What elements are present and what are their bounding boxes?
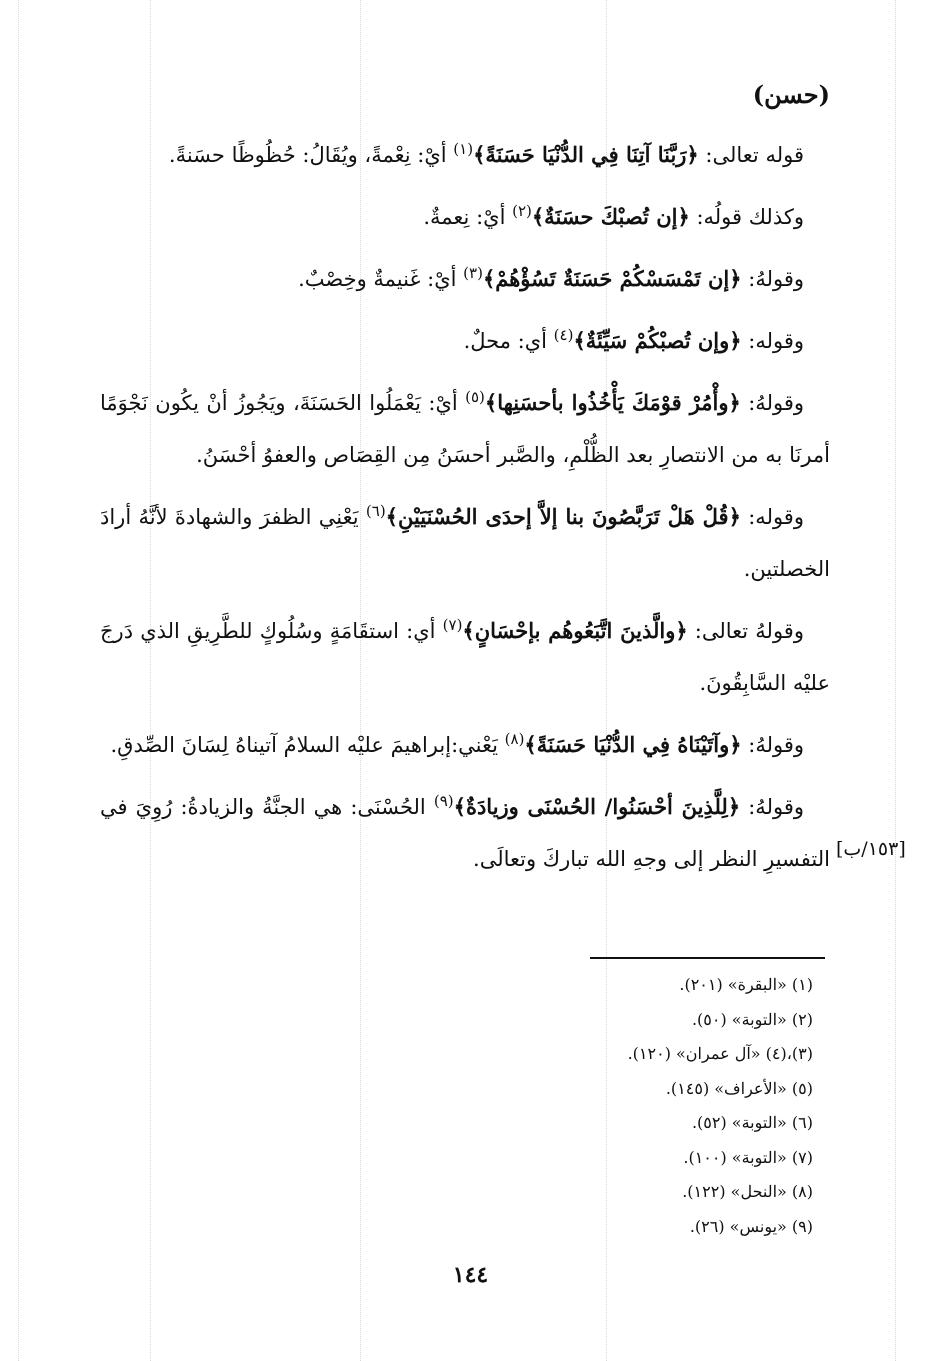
- footnote-mark[interactable]: (٣): [463, 264, 483, 282]
- footnote-mark[interactable]: (١): [453, 140, 474, 158]
- quran-verse: ﴿وآتَيْنَاهُ فِي الدُّنْيَا حَسَنَةً﴾: [524, 732, 742, 757]
- section-heading: (حسن): [752, 80, 830, 109]
- footnotes-list: [628, 968, 813, 1244]
- footnote-mark[interactable]: (٧): [442, 616, 463, 634]
- paragraph: وقولهُ: ﴿إن تَمْسَسْكُمْ حَسَنَةٌ تَسُؤْهُمْ﴾$^{(٣)}$ أيْ: غَنيمةٌ وخِصْبٌ.: [298, 264, 804, 291]
- paragraph: وكذلك قولُه: ﴿إن تُصبْكَ حسَنَةٌ﴾$^{(٢)}$ أيْ: نِعمةٌ.: [423, 202, 804, 229]
- footnote-mark[interactable]: (٩): [433, 792, 454, 810]
- guide-line: [895, 0, 896, 1361]
- footnote-separator: [590, 957, 825, 959]
- quran-verse: ﴿لِلَّذِينَ أحْسَنُوا/ الحُسْنَى وزيادَةٌ﴾: [453, 794, 741, 819]
- page-number: ١٤٤: [452, 1262, 489, 1288]
- footnote: (٦) «التوبة» (٥٢).: [691, 1113, 813, 1132]
- paragraph: وقولهُ تعالى: ﴿والَّذينَ اتَّبَعُوهُم بإحْسَانٍ﴾$^{(٧)}$ أي: استقَامَةٍ وسُلُوكٍ للطَّرِيقِ الذي دَرجَ عليْه السَّابِقُونَ.: [100, 616, 830, 695]
- paragraph: قوله تعالى: ﴿رَبَّنَا آتِنَا فِي الدُّنْيَا حَسَنَةً﴾$^{(١)}$ أيْ: نِعْمةً، ويُقَالُ: حُظُوظًا حسَنةً.: [168, 140, 804, 167]
- footnote: (٧) «التوبة» (١٠٠).: [683, 1147, 813, 1167]
- quran-verse: ﴿والَّذينَ اتَّبَعُوهُم بإحْسَانٍ﴾: [462, 618, 688, 643]
- quran-verse: ﴿إن تُصبْكَ حسَنَةٌ﴾: [531, 204, 690, 229]
- footnote: (٩) «يونس» (٢٦).: [689, 1216, 813, 1236]
- footnote: (٢) «التوبة» (٥٠).: [691, 1009, 813, 1029]
- manuscript-folio-marker: [١٥٣/ب]: [836, 838, 906, 860]
- paragraph: وقولهُ: ﴿لِلَّذِينَ أحْسَنُوا/ الحُسْنَى وزيادَةٌ﴾$^{(٩)}$ الحُسْنَى: هي الجنَّةُ والزيادةُ: رُوِيَ في التفسيرِ النظر إلى وجهِ الله تباركَ وتعالَى.: [100, 792, 830, 871]
- footnote-mark[interactable]: (٨): [504, 730, 525, 748]
- quran-verse: ﴿قُلْ هَلْ تَرَبَّصُونَ بنا إلاَّ إحدَى الحُسْنَيَيْنِ﴾: [385, 504, 741, 529]
- footnote: (٣)،(٤) «آل عمران» (١٢٠).: [627, 1044, 813, 1063]
- quran-verse: ﴿رَبَّنَا آتِنَا فِي الدُّنْيَا حَسَنَةً﴾: [473, 142, 699, 167]
- footnote-mark[interactable]: (٦): [365, 502, 386, 520]
- footnote: (١) «البقرة» (٢٠١).: [679, 975, 813, 994]
- paragraph: وقولهُ: ﴿وآتَيْنَاهُ فِي الدُّنْيَا حَسَنَةً﴾$^{(٨)}$ يَعْني:إبراهيمَ عليْه السلامُ آتيناهُ لِسَانَ الصِّدقِ.: [110, 730, 804, 757]
- quran-verse: ﴿إن تَمْسَسْكُمْ حَسَنَةٌ تَسُؤْهُمْ﴾: [482, 266, 742, 291]
- footnote-mark[interactable]: (٢): [512, 202, 532, 220]
- paragraph: وقوله: ﴿وإن تُصبْكُمْ سَيِّئَةٌ﴾$^{(٤)}$ أي: محلٌ.: [463, 326, 804, 353]
- footnote-mark[interactable]: (٥): [465, 388, 485, 406]
- footnote: (٨) «النحل» (١٢٢).: [682, 1182, 813, 1201]
- paragraph: وقولهُ: ﴿وأْمُرْ قوْمَكَ يَأْخُذُوا بأحسَنِها﴾$^{(٥)}$ أيْ: يَعْمَلُوا الحَسَنَةَ، ويَجُوزُ أنْ يكُون نَجْوَمًا أمرنَا به من الانتصارِ بعد الظُّلْمِ، والصَّبر أحسَنُ مِن القِصَاص والعفوُ أحْسَنُ.: [100, 388, 830, 467]
- page-body: [100, 80, 830, 889]
- footnote-mark[interactable]: (٤): [553, 326, 574, 344]
- paragraph: وقوله: ﴿قُلْ هَلْ تَرَبَّصُونَ بنا إلاَّ إحدَى الحُسْنَيَيْنِ﴾$^{(٦)}$ يَعْنِي الظفرَ والشهادةَ لأنَّهُ أرادَ الخصلتين.: [100, 502, 830, 581]
- guide-line: [18, 0, 19, 1361]
- quran-verse: ﴿وإن تُصبْكُمْ سَيِّئَةٌ﴾: [573, 328, 742, 353]
- footnote: (٥) «الأعراف» (١٤٥).: [665, 1078, 813, 1098]
- quran-verse: ﴿وأْمُرْ قوْمَكَ يَأْخُذُوا بأحسَنِها﴾: [484, 390, 741, 415]
